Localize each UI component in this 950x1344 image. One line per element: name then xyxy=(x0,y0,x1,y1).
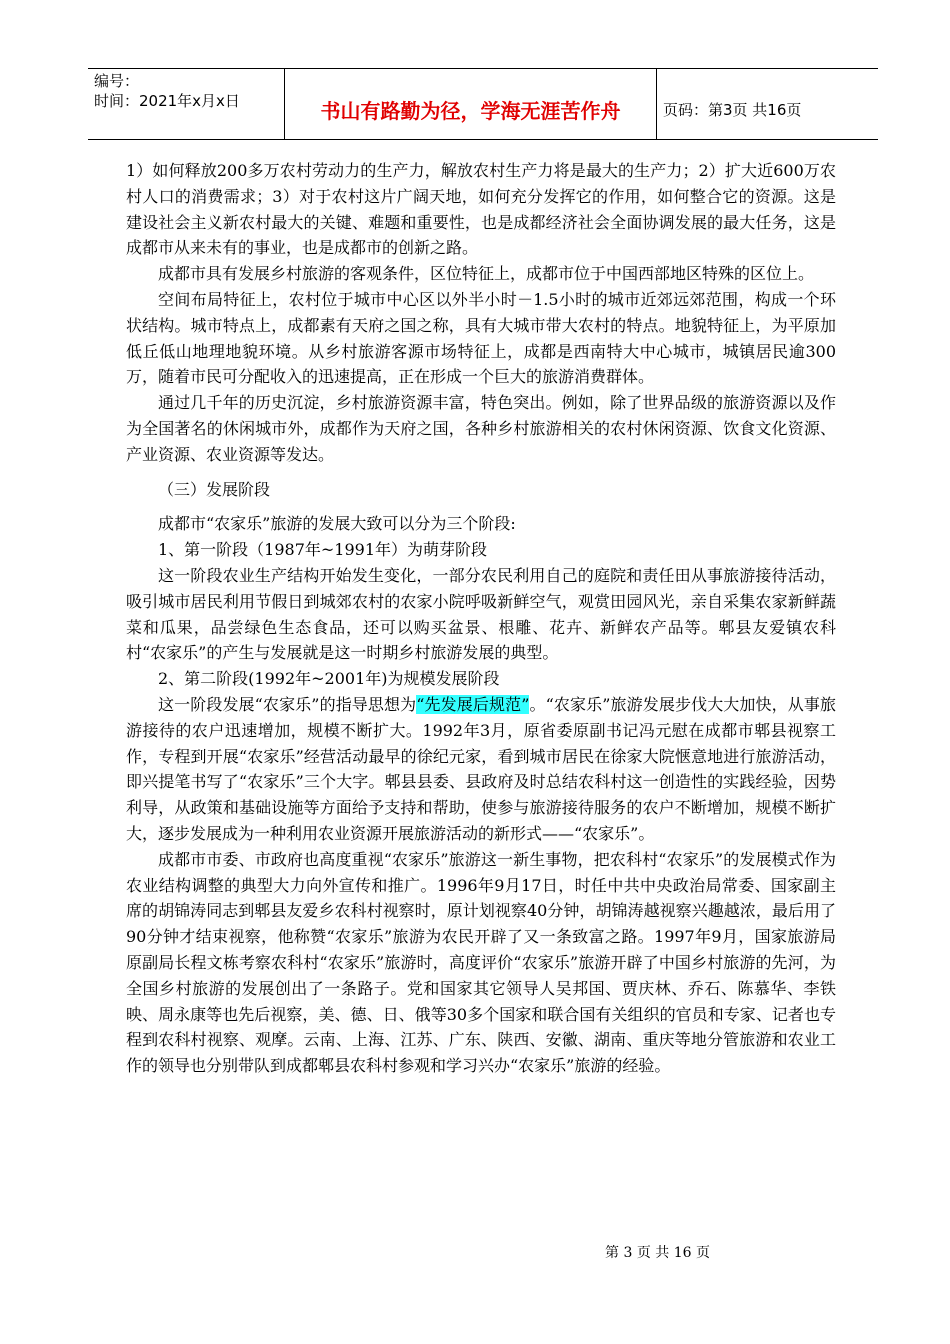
header-page-number: 页码：第3页 共16页 xyxy=(663,100,802,119)
paragraph: 通过几千年的历史沉淀，乡村旅游资源丰富，特色突出。例如，除了世界品级的旅游资源以及作为全国著名的休闲城市外，成都作为天府之国，各种乡村旅游相关的农村休闲资源、饮食文化资源、产业资源、农业资源等发达。 xyxy=(126,393,836,464)
subsection-heading: 2、第二阶段(1992年~2001年)为规模发展阶段 xyxy=(158,669,500,689)
paragraph: 1）如何释放200多万农村劳动力的生产力，解放农村生产力将是最大的生产力；2）扩大近600万农村人口的消费需求；3）对于农村这片广阔天地，如何充分发挥它的作用，如何整合它的资源。这是建设社会主义新农村最大的关键、难题和重要性，也是成都经济社会全面协调发展的最大任务，这是成都市从来未有的事业，也是成都市的创新之路。 xyxy=(126,161,836,258)
header-motto-cell xyxy=(285,69,657,139)
paragraph: 成都市市委、市政府也高度重视“农家乐”旅游这一新生事物，把农科村“农家乐”的发展模式作为农业结构调整的典型大力向外宣传和推广。1996年9月17日，时任中共中央政治局常委、国家副主席的胡锦涛同志到郫县友爱乡农科村视察时，原计划视察40分钟，胡锦涛越视察兴趣越浓，最后用了90分钟才结束视察，他称赞“农家乐”旅游为农民开辟了又一条致富之路。1997年9月，国家旅游局原副局长程文栋考察农科村“农家乐”旅游时，高度评价“农家乐”旅游开辟了中国乡村旅游的先河，为全国乡村旅游的发展创出了一条路子。党和国家其它领导人吴邦国、贾庆林、乔石、陈慕华、李铁映、周永康等也先后视察，美、德、日、俄等30多个国家和联合国有关组织的官员和专家、记者也专程到农科村视察、观摩。云南、上海、江苏、广东、陕西、安徽、湖南、重庆等地分管旅游和农业工作的领导也分别带队到成都郫县农科村参观和学习兴办“农家乐”旅游的经验。 xyxy=(126,849,836,1076)
page-header xyxy=(88,68,878,140)
document-number-label: 编号： xyxy=(94,72,140,90)
paragraph: 成都市“农家乐”旅游的发展大致可以分为三个阶段: xyxy=(158,514,516,534)
paragraph: 这一阶段农业生产结构开始发生变化，一部分农民利用自己的庭院和责任田从事旅游接待活动，吸引城市居民利用节假日到城郊农村的农家小院呼吸新鲜空气，观赏田园风光，亲自采集农家新鲜蔬菜和瓜果，品尝绿色生态食品，还可以购买盆景、根雕、花卉、新鲜农产品等。郫县友爱镇农科村“农家乐”的产生与发展就是这一时期乡村旅游发展的典型。 xyxy=(126,565,836,663)
highlighted-text: “先发展后规范” xyxy=(416,694,530,714)
paragraph xyxy=(126,692,836,847)
paragraph: 空间布局特征上，农村位于城市中心区以外半小时－1.5小时的城市近郊远郊范围，构成一个环状结构。城市特点上，成都素有天府之国之称，具有大城市带大农村的特点。地貌特征上，为平原加低丘低山地理地貌环境。从乡村旅游客源市场特征上，成都是西南特大中心城市，城镇居民逾300万，随着市民可分配收入的迅速提高，正在形成一个巨大的旅游消费群体。 xyxy=(126,289,836,387)
paragraph-text: 这一阶段发展“农家乐”的指导思想为 xyxy=(158,694,417,714)
subsection-heading: 1、第一阶段（1987年~1991年）为萌芽阶段 xyxy=(158,540,488,560)
header-motto: 书山有路勤为径，学海无涯苦作舟 xyxy=(320,98,621,123)
page-footer xyxy=(0,1242,950,1262)
paragraph-text: 。“农家乐”旅游发展步伐大大加快，从事旅游接待的农户迅速增加，规模不断扩大。1992年3月，原省委原副书记冯元慰在成都市郫县视察工作，专程到开展“农家乐”经营活动最早的徐纪元家，看到城市居民在徐家大院惬意地进行旅游活动，即兴提笔书写了“农家乐”三个大字。郫县县委、县政府及时总结农科村这一创造性的实践经验，因势利导，从政策和基础设施等方面给予支持和帮助，使参与旅游接待服务的农户不断增加，规模不断扩大，逐步发展成为一种利用农业资源开展旅游活动的新形式——“农家乐”。 xyxy=(126,694,836,843)
paragraph: 成都市具有发展乡村旅游的客观条件，区位特征上，成都市位于中国西部地区特殊的区位上。 xyxy=(158,264,815,284)
footer-page-number: 第 3 页 共 16 页 xyxy=(605,1245,710,1261)
document-time-label: 时间：2021年x月x日 xyxy=(94,92,240,110)
document-body xyxy=(126,158,836,1079)
section-heading: （三）发展阶段 xyxy=(158,479,271,499)
header-meta xyxy=(88,69,285,139)
